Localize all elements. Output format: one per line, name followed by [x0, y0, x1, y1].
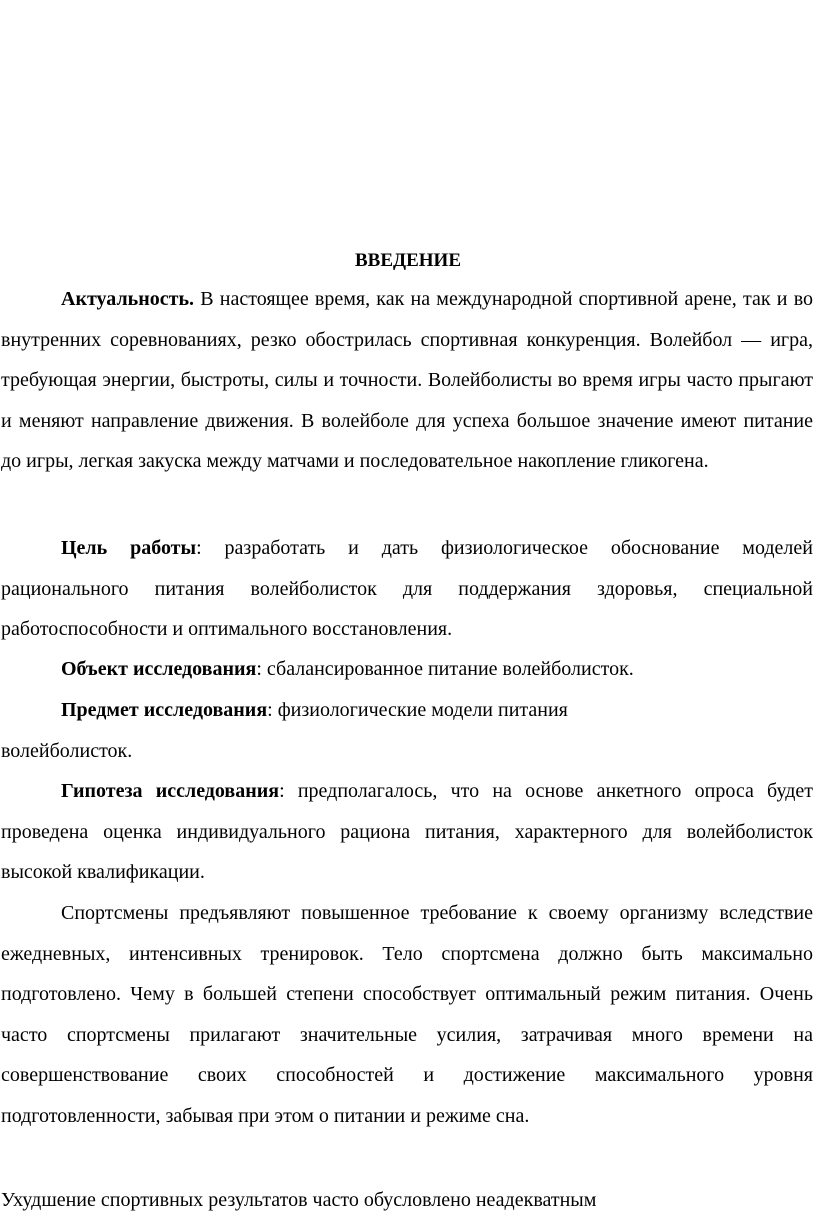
paragraph-object [1, 649, 813, 690]
paragraph-relevance [1, 279, 813, 482]
paragraph-text: В настоящее время, как на международной спортивной арене, так и во внутренних соревнованиях, резко обострилась спортивная конкуренция. Волейбол — игра, требующая энергии, быстроты, силы и точности. Волейболисты во время игры часто прыгают и меняют направление движения. В волейболе для успеха большое значение имеют питание до игры, легкая закуска между матчами и последовательное накопление гликогена. [1, 288, 813, 473]
paragraph-text: : сбалансированное питание волейболисток. [256, 658, 634, 680]
paragraph-athletes [1, 893, 813, 1137]
paragraph-hypothesis [1, 771, 813, 893]
paragraph-continuation [1, 1180, 813, 1221]
paragraph-text: Спортсмены предъявляют повышенное требование к своему организму вследствие ежедневных, интенсивных тренировок. Тело спортсмена должно быть максимально подготовлено. Чему в большей степени способствует оптимальный режим питания. Очень часто спортсмены прилагают значительные усилия, затрачивая много времени на совершенствование своих способностей и достижение максимального уровня подготовленности, забывая при этом о питании и режиме сна. [1, 902, 813, 1127]
paragraph-lead: Цель работы [61, 537, 197, 559]
paragraph-lead: Предмет исследования [61, 699, 268, 721]
paragraph-lead: Объект исследования [61, 658, 257, 680]
paragraph-text: : разработать и дать физиологическое обоснование моделей рационального питания волейболисток для поддержания здоровья, специальной работоспособности и оптимального восстановления. [1, 537, 813, 641]
paragraph-goal [1, 528, 813, 650]
page-title: ВВЕДЕНИЕ [355, 250, 461, 271]
paragraph-lead: Гипотеза исследования [61, 780, 280, 802]
paragraph-text: Ухудшение спортивных результатов часто обусловлено неадекватным [1, 1189, 597, 1211]
paragraph-lead: Актуальность. [61, 288, 195, 310]
paragraph-text: : предполагалось, что на основе анкетного опроса будет проведена оценка индивидуального рациона питания, характерного для волейболисток высокой квалификации. [1, 780, 813, 884]
paragraph-subject [1, 690, 681, 771]
paragraph-text: : физиологические модели питания волейболисток. [1, 699, 568, 762]
